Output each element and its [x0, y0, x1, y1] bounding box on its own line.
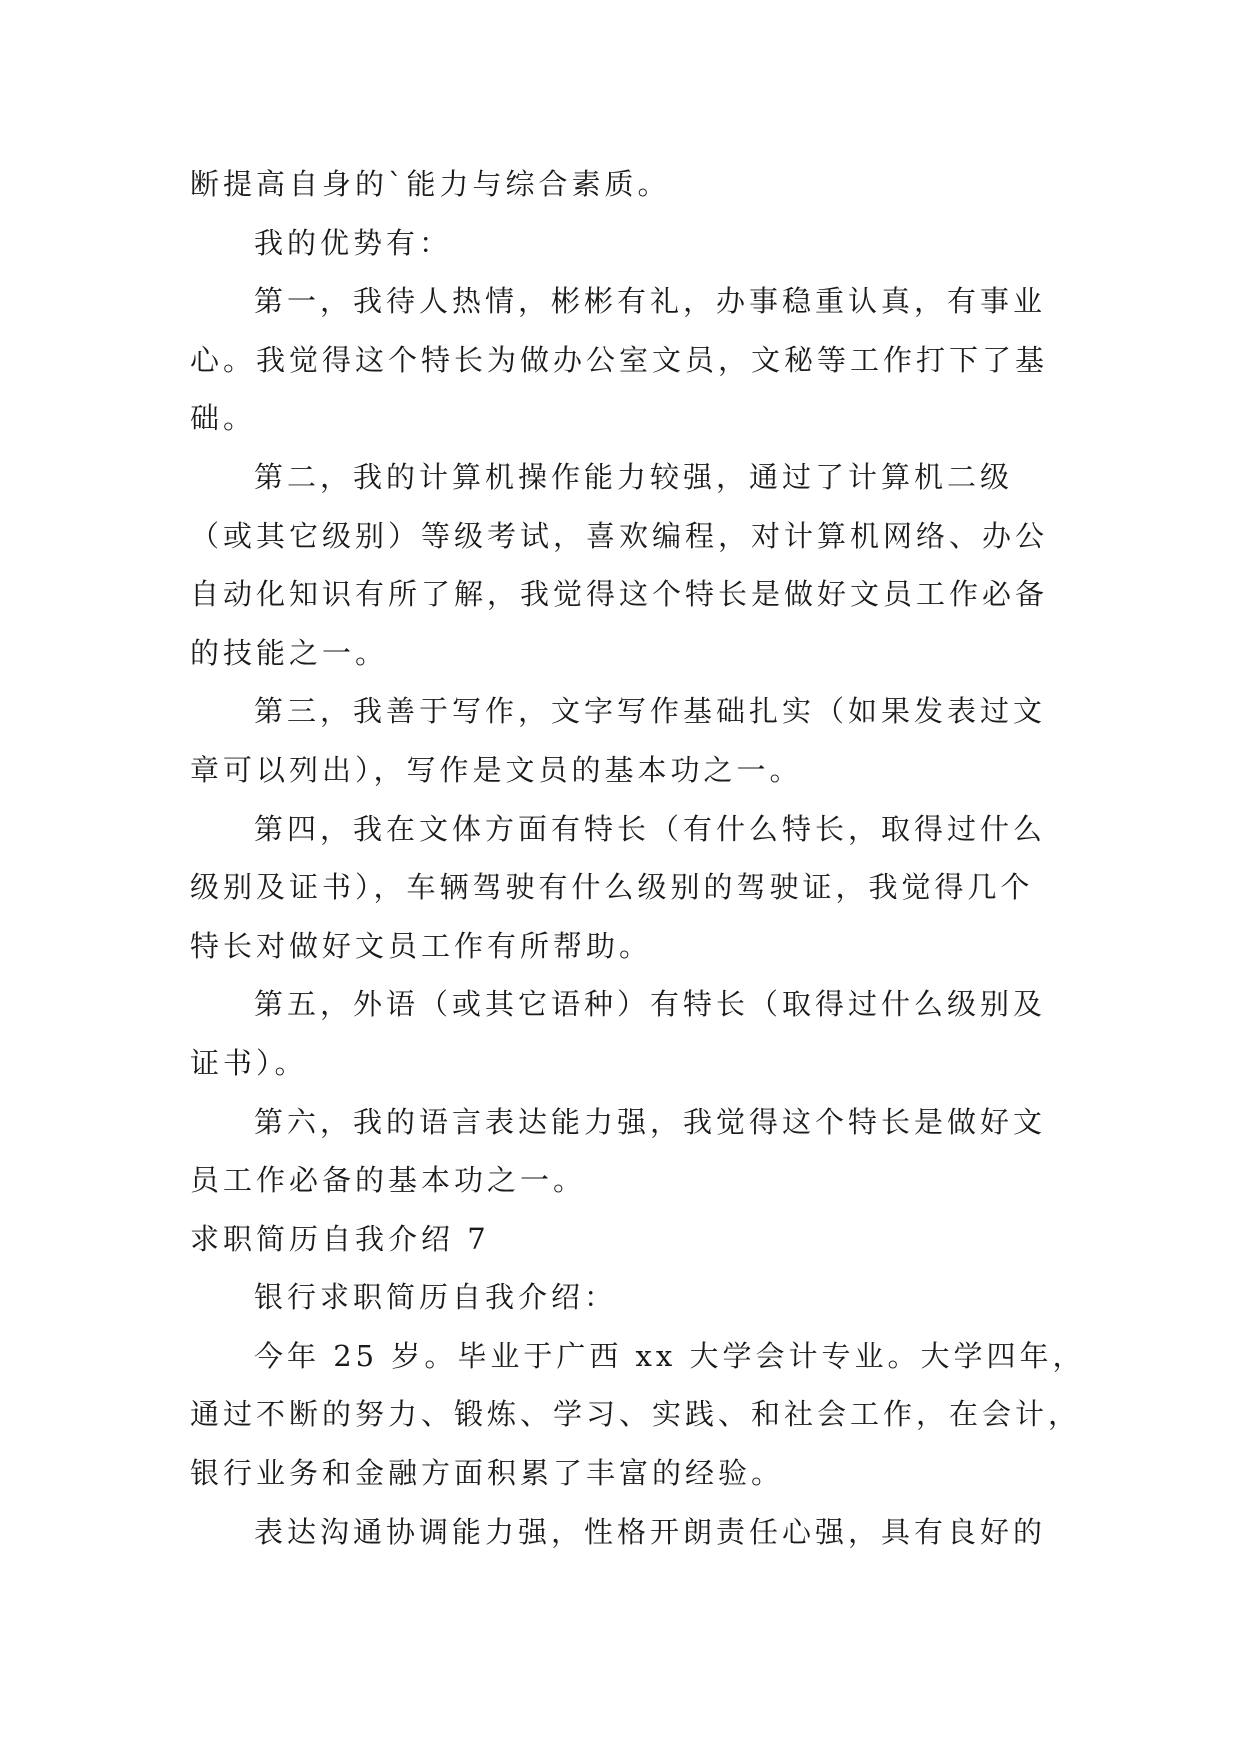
text-line: 第五，外语（或其它语种）有特长（取得过什么级别及: [254, 987, 1047, 1022]
text-line: 第二，我的计算机操作能力较强，通过了计算机二级: [254, 459, 1014, 494]
text-line: 章可以列出），写作是文员的基本功之一。: [190, 752, 803, 787]
text-line: 础。: [190, 401, 257, 436]
text-line: 第六，我的语言表达能力强，我觉得这个特长是做好文: [254, 1104, 1047, 1139]
text-line: 我的优势有：: [254, 225, 453, 260]
text-line: 银行求职简历自我介绍：: [254, 1280, 618, 1315]
text-line: 自动化知识有所了解，我觉得这个特长是做好文员工作必备: [190, 577, 1049, 612]
text-line: 银行业务和金融方面积累了丰富的经验。: [190, 1456, 785, 1491]
text-line: 心。我觉得这个特长为做办公室文员，文秘等工作打下了基: [190, 342, 1049, 377]
text-line: 断提高自身的`能力与综合素质。: [190, 167, 671, 201]
text-line: 第一，我待人热情，彬彬有礼，办事稳重认真，有事业: [254, 284, 1047, 319]
text-line: （或其它级别）等级考试，喜欢编程，对计算机网络、办公: [190, 518, 1049, 553]
text-line: 级别及证书），车辆驾驶有什么级别的驾驶证，我觉得几个: [190, 870, 1034, 905]
text-line: 今年 25 岁。毕业于广西 xx 大学会计专业。大学四年，: [254, 1338, 1086, 1373]
section-heading: 求职简历自我介绍 7: [190, 1221, 490, 1256]
text-line: 员工作必备的基本功之一。: [190, 1163, 587, 1198]
text-line: 的技能之一。: [190, 635, 389, 670]
text-line: 第三，我善于写作，文字写作基础扎实（如果发表过文: [254, 694, 1047, 729]
text-line: 通过不断的努力、锻炼、学习、实践、和社会工作，在会计，: [190, 1397, 1082, 1432]
document-body: [190, 155, 1086, 1561]
text-line: 特长对做好文员工作有所帮助。: [190, 928, 653, 963]
text-line: 第四，我在文体方面有特长（有什么特长，取得过什么: [254, 811, 1047, 846]
text-line: 证书）。: [190, 1045, 308, 1080]
text-line: 表达沟通协调能力强，性格开朗责任心强，具有良好的: [254, 1514, 1047, 1549]
